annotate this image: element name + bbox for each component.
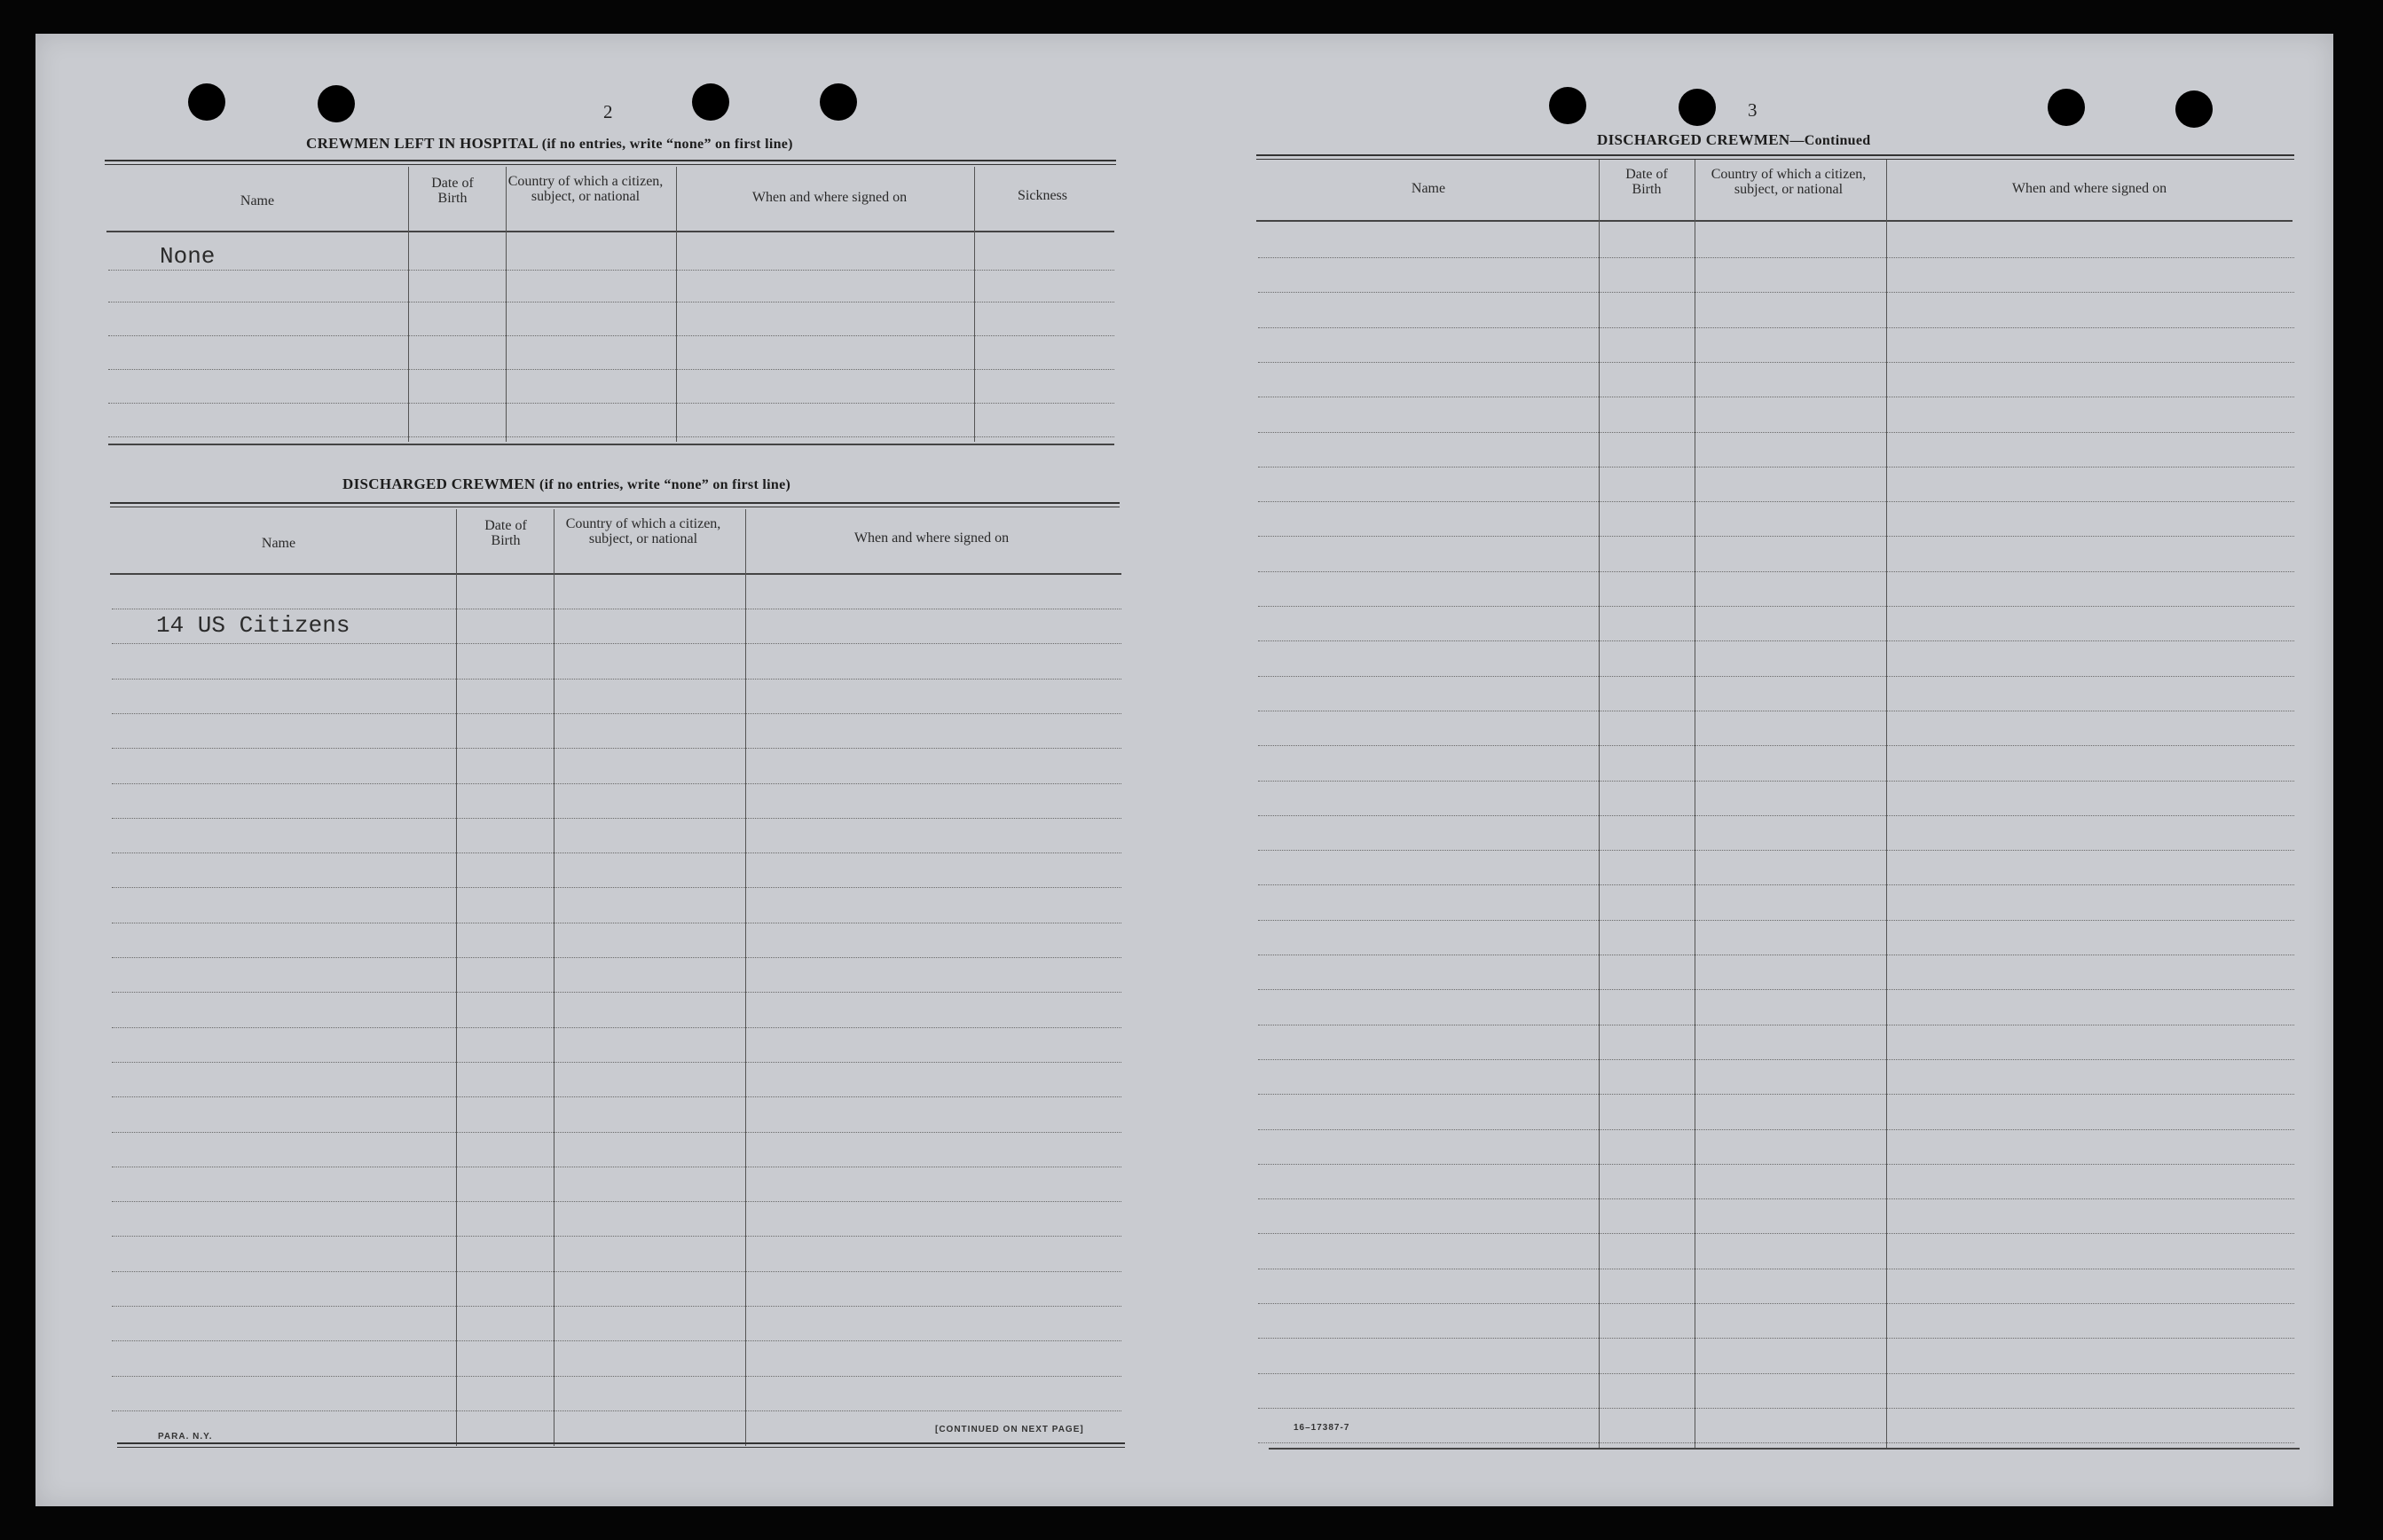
table-row-line — [112, 1410, 1121, 1411]
discharged-header-rule — [110, 573, 1121, 575]
table-row-line — [1258, 571, 2294, 572]
hospital-col-sickness: Sickness — [1018, 188, 1067, 203]
continued-suffix: —Continued — [1789, 133, 1871, 148]
right-col-signed-on: When and where signed on — [2011, 181, 2167, 196]
footer-continued: [CONTINUED ON NEXT PAGE] — [935, 1425, 1084, 1434]
table-row-line — [1258, 362, 2294, 363]
table-row-line — [1258, 745, 2294, 746]
punch-hole — [692, 83, 729, 121]
punch-hole — [820, 83, 857, 121]
table-row-line — [1258, 536, 2294, 537]
hospital-header-rule — [106, 231, 1114, 232]
table-row-line — [112, 679, 1121, 680]
discharged-continued-title — [1597, 131, 1870, 149]
table-row-line — [1258, 1198, 2294, 1199]
table-row-line — [112, 818, 1121, 819]
hospital-col-divider — [676, 167, 677, 442]
right-col-dob: Date of Birth — [1625, 167, 1668, 197]
continued-title-text: DISCHARGED CREWMEN — [1597, 131, 1790, 148]
hospital-top-rule — [105, 160, 1116, 165]
table-row-line — [1258, 815, 2294, 816]
table-row-line — [1258, 676, 2294, 677]
table-row-line — [112, 643, 1121, 644]
table-row-line — [1258, 884, 2294, 885]
discharged-title-text: DISCHARGED CREWMEN — [342, 475, 536, 492]
hospital-row-line — [108, 403, 1114, 404]
table-row-line — [112, 713, 1121, 714]
table-row-line — [112, 783, 1121, 784]
table-row-line — [1258, 606, 2294, 607]
footer-printer: PARA. N.Y. — [158, 1432, 213, 1442]
discharged-col-country: Country of which a citizen, subject, or national — [565, 516, 721, 546]
table-row-line — [1258, 1442, 2294, 1443]
right-col-country: Country of which a citizen, subject, or national — [1711, 167, 1867, 197]
right-header-rule — [1256, 220, 2293, 222]
table-row-line — [1258, 1164, 2294, 1165]
hospital-instruction: (if no entries, write “none” on first line) — [541, 137, 793, 152]
table-row-line — [1258, 327, 2294, 328]
hospital-row-line — [108, 270, 1114, 271]
table-row-line — [112, 852, 1121, 853]
right-bottom-rule — [1269, 1448, 2300, 1450]
table-row-line — [112, 1096, 1121, 1097]
hospital-bottom-rule — [108, 444, 1114, 445]
table-row-line — [112, 748, 1121, 749]
hospital-title-text: CREWMEN LEFT IN HOSPITAL — [306, 135, 539, 152]
hospital-col-name: Name — [240, 193, 275, 208]
hospital-col-country: Country of which a citizen, subject, or national — [507, 174, 664, 204]
discharged-instruction: (if no entries, write “none” on first line) — [539, 477, 791, 492]
table-row-line — [112, 1376, 1121, 1377]
hospital-section-title — [306, 135, 793, 153]
table-row-line — [1258, 1408, 2294, 1409]
punch-hole — [1679, 89, 1716, 126]
table-row-line — [1258, 1094, 2294, 1095]
table-row-line — [112, 957, 1121, 958]
table-row-line — [112, 887, 1121, 888]
page-number-left: 2 — [603, 101, 613, 122]
form-sheet — [35, 34, 2333, 1506]
discharged-section-title — [342, 475, 790, 493]
table-row-line — [1258, 640, 2294, 641]
punch-hole — [1549, 87, 1586, 124]
right-top-rule — [1256, 154, 2294, 160]
table-row-line — [1258, 1303, 2294, 1304]
right-col-name: Name — [1411, 181, 1446, 196]
table-row-line — [1258, 850, 2294, 851]
footer-form-number: 16–17387-7 — [1294, 1423, 1350, 1433]
table-row-line — [112, 992, 1121, 993]
hospital-entry-none: None — [160, 243, 216, 270]
page-number-right: 3 — [1748, 99, 1758, 121]
table-row-line — [1258, 1373, 2294, 1374]
table-row-line — [1258, 1129, 2294, 1130]
punch-hole — [2175, 90, 2213, 128]
table-row-line — [112, 1062, 1121, 1063]
table-row-line — [1258, 1059, 2294, 1060]
hospital-col-divider — [974, 167, 975, 442]
hospital-col-divider — [408, 167, 409, 442]
table-row-line — [112, 1340, 1121, 1341]
table-row-line — [112, 1306, 1121, 1307]
table-row-line — [112, 1271, 1121, 1272]
hospital-row-line — [108, 369, 1114, 370]
punch-hole — [188, 83, 225, 121]
punch-hole — [318, 85, 355, 122]
hospital-row-line — [108, 335, 1114, 336]
table-row-line — [112, 1027, 1121, 1028]
table-row-line — [1258, 1338, 2294, 1339]
discharged-bottom-rule — [117, 1442, 1125, 1448]
hospital-row-line — [108, 436, 1114, 437]
right-col-divider — [1886, 160, 1887, 1448]
discharged-col-dob: Date of Birth — [484, 518, 527, 548]
discharged-col-signed-on: When and where signed on — [853, 530, 1010, 546]
table-row-line — [1258, 989, 2294, 990]
right-col-divider — [1599, 160, 1600, 1448]
table-row-line — [112, 1236, 1121, 1237]
table-row-line — [112, 1201, 1121, 1202]
table-row-line — [1258, 501, 2294, 502]
table-row-line — [1258, 781, 2294, 782]
table-row-line — [1258, 292, 2294, 293]
table-row-line — [1258, 432, 2294, 433]
discharged-col-name: Name — [261, 536, 296, 551]
table-row-line — [1258, 467, 2294, 468]
hospital-col-divider — [506, 167, 507, 442]
table-row-line — [1258, 920, 2294, 921]
hospital-col-dob: Date of Birth — [431, 176, 474, 206]
table-row-line — [112, 1132, 1121, 1133]
table-row-line — [1258, 1233, 2294, 1234]
table-row-line — [1258, 257, 2294, 258]
punch-hole — [2048, 89, 2085, 126]
discharged-entry-us-citizens: 14 US Citizens — [156, 612, 350, 639]
discharged-top-rule — [110, 502, 1120, 507]
hospital-col-signed-on: When and where signed on — [751, 190, 908, 205]
